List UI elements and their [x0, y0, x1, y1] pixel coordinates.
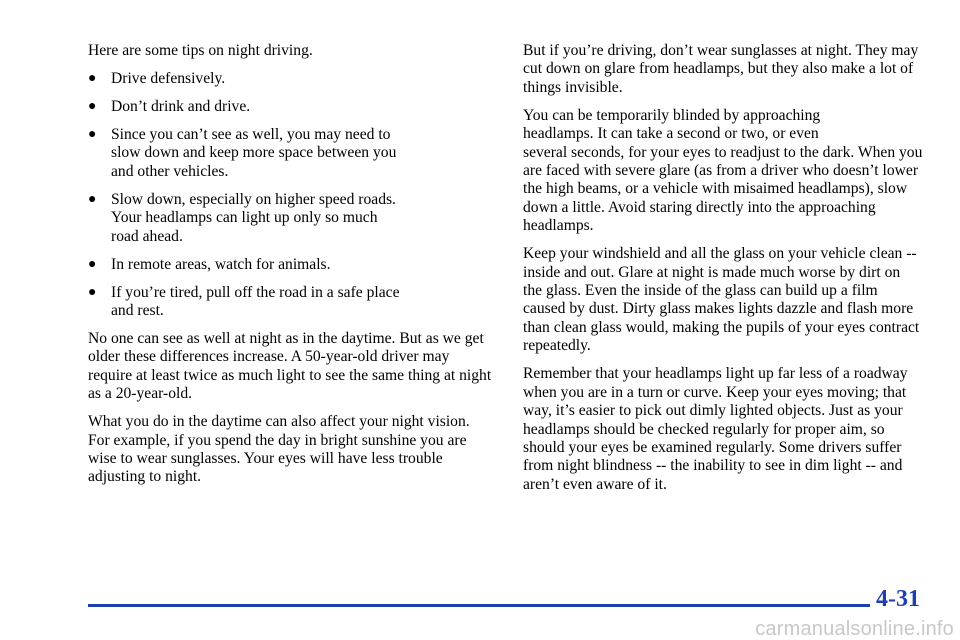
intro-text: Here are some tips on night driving.	[88, 42, 313, 59]
list-item: ● If you’re tired, pull off the road in a safe place and rest.	[88, 283, 400, 320]
list-item: ● Since you can’t see as well, you may need to slow down and keep more space between you and other vehicles.	[88, 126, 397, 180]
body-paragraph: Keep your windshield and all the glass on your vehicle clean -- inside and out. Glare at night is made much worse by dirt on the glass. Even the inside of the glass can build up a film caused by dust. Dirty glass makes lights dazzle and flash more than clean glass would, making the pupils of your eyes contract repeatedly.	[523, 245, 920, 355]
footer-rule	[88, 604, 870, 607]
watermark: carmanualsonline.info	[755, 617, 954, 640]
list-item: ● Drive defensively.	[88, 70, 226, 87]
bullet-icon: ●	[88, 256, 97, 272]
body-paragraph: But if you’re driving, don’t wear sunglasses at night. They may cut down on glare from headlamps, but they also make a lot of things invisible.	[523, 42, 919, 96]
bullet-icon: ●	[88, 71, 97, 86]
list-item: ● Slow down, especially on higher speed roads. Your headlamps can light up only so much road ahead.	[88, 190, 396, 245]
body-paragraph: What you do in the daytime can also affect your night vision. For example, if you spend the day in bright sunshine you are wise to wear sunglasses. Your eyes will have less trouble adjusting to night.	[88, 413, 470, 486]
list-item: ● In remote areas, watch for animals.	[88, 255, 331, 273]
tips-list	[88, 70, 493, 320]
bullet-icon: ●	[88, 127, 97, 142]
page-number: 4-31	[876, 586, 920, 612]
body-paragraph: You can be temporarily blinded by approaching headlamps. It can take a second or two, or even several seconds, for your eyes to readjust to the dark. When you are faced with severe glare (as from a driver who doesn’t lower the high beams, or a vehicle with misaimed headlamps), slow down a little. Avoid staring directly into the approaching headlamps.	[523, 106, 923, 235]
right-column	[523, 42, 923, 504]
bullet-icon: ●	[88, 99, 97, 114]
list-item: ● Don’t drink and drive.	[88, 98, 251, 115]
bullet-icon: ●	[88, 191, 97, 207]
body-paragraph: No one can see as well at night as in the daytime. But as we get older these differences increase. A 50-year-old driver may require at least twice as much light to see the same thing at night as a 20-year-old.	[88, 330, 492, 403]
body-paragraph: Remember that your headlamps light up far less of a roadway when you are in a turn or curve. Keep your eyes moving; that way, it’s easier to pick out dimly lighted objects. Just as your headlamps should be checked regularly for proper aim, so should your eyes be examined regularly. Some drivers suffer from night blindness -- the inability to see in dim light -- and aren’t even aware of it.	[523, 365, 908, 493]
bullet-icon: ●	[88, 284, 97, 300]
left-column	[88, 42, 493, 496]
